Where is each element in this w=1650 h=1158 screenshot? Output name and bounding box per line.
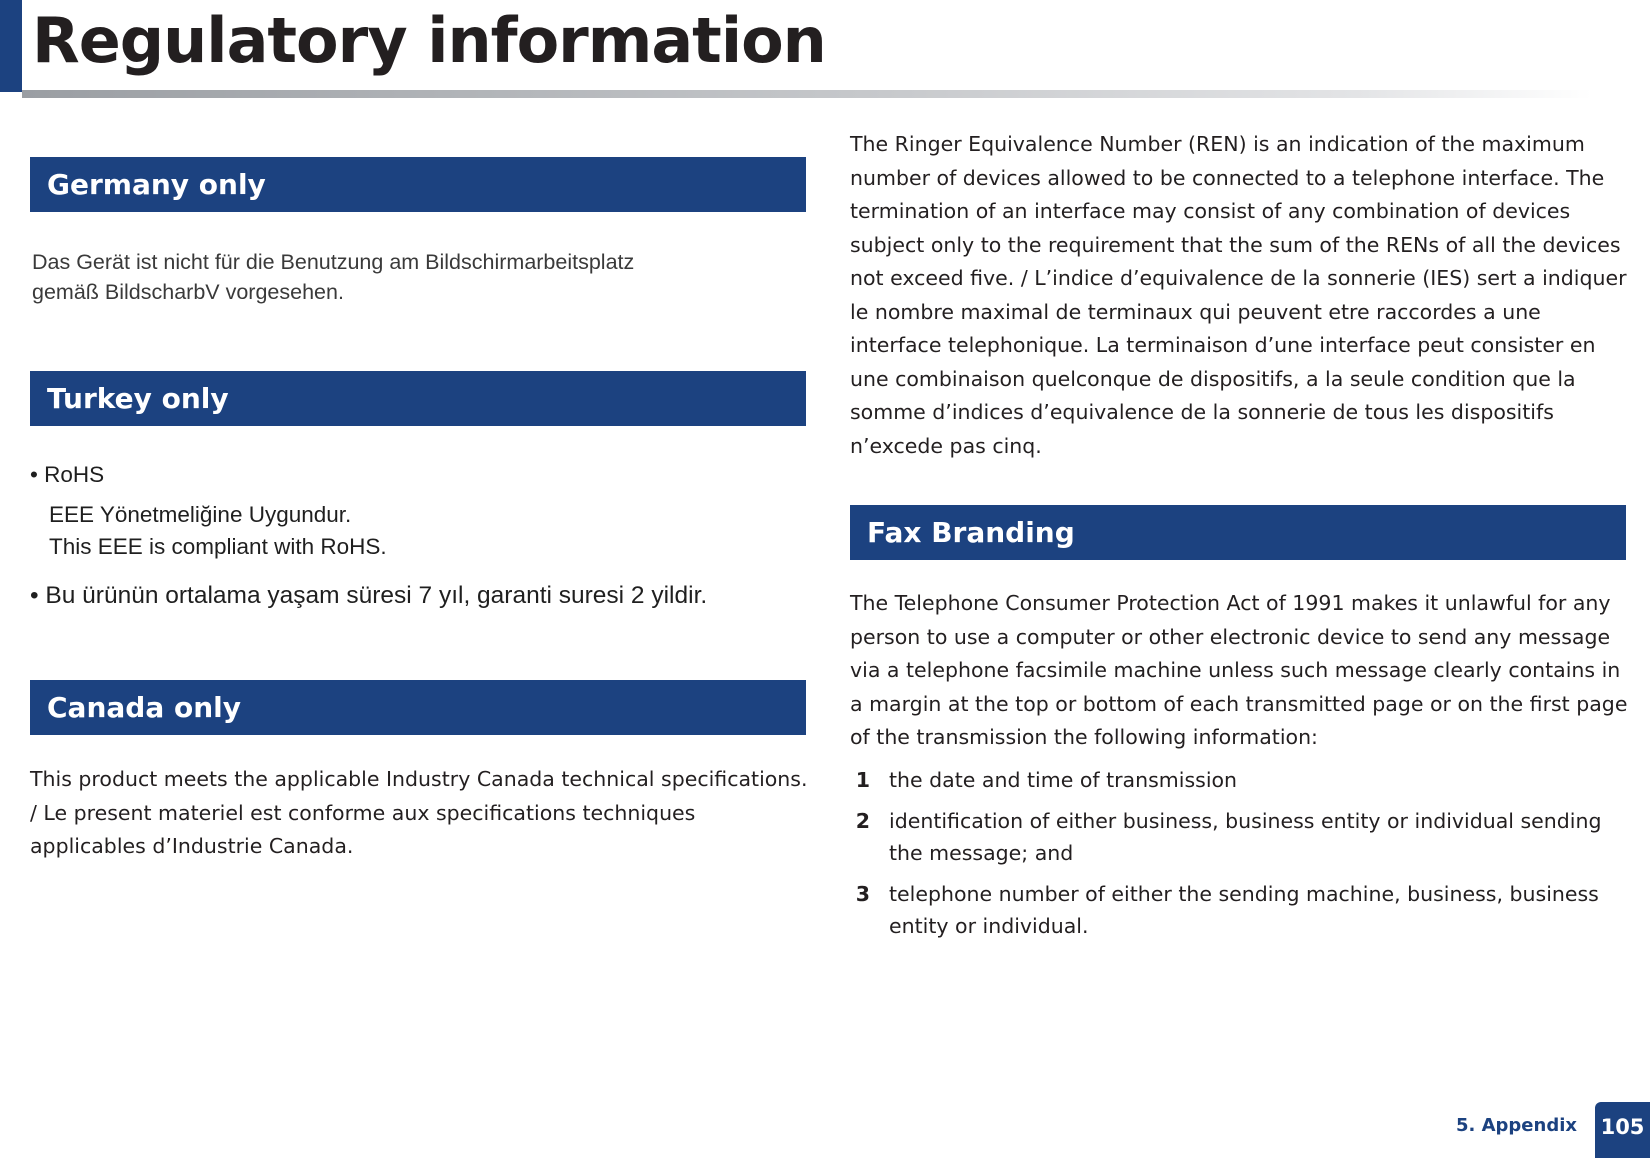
list-text: the date and time of transmission — [889, 768, 1238, 792]
list-number: 3 — [855, 882, 870, 906]
ren-text: The Ringer Equivalence Number (REN) is an indication of the maximum number of devices allowed to be connected to a telephone interface. The termination of an interface may consist of any combination of devices subject only to the requirement that the sum of the RENs of all the devices not exceed five. / L’indice d’equivalence de la sonnerie (IES) sert a indiquer le nombre maximal de terminaux qui peuvent etre raccordes a une interface telephonique. La terminaison d’une interface peut consister en une combinaison quelconque de dispositifs, a la seule condition que la somme d’indices d’equivalence de la sonnerie de tous les dispositifs n’excede pas cinq. — [850, 132, 1627, 458]
section-heading-germany: Germany only — [30, 157, 806, 212]
section-heading-turkey: Turkey only — [30, 371, 806, 426]
turkey-rohs-line1: EEE Yönetmeliğine Uygundur. — [49, 502, 352, 527]
turkey-lifetime-text: • Bu ürünün ortalama yaşam süresi 7 yıl, garanti suresi 2 yildir. — [30, 582, 708, 609]
page-number: 105 — [1595, 1102, 1650, 1158]
section-heading-fax-branding: Fax Branding — [850, 505, 1626, 560]
germany-text-line2: gemäß BildscharbV vorgesehen. — [32, 280, 344, 304]
turkey-rohs-title: • RoHS — [30, 462, 105, 487]
list-number: 2 — [855, 809, 870, 833]
turkey-rohs-line2: This EEE is compliant with RoHS. — [49, 534, 387, 559]
section-heading-canada: Canada only — [30, 680, 806, 735]
title-underline — [22, 90, 1592, 98]
canada-text: This product meets the applicable Industry Canada technical specifications. / Le present materiel est conforme aux specifications techniques applicables d’Industrie Canada. — [30, 767, 808, 858]
list-text: telephone number of either the sending machine, business, business entity or individual. — [889, 882, 1599, 938]
list-text: identification of either business, business entity or individual sending the message; and — [889, 809, 1602, 865]
footer-section-label: 5. Appendix — [1455, 1115, 1577, 1136]
germany-text-line1: Das Gerät ist nicht für die Benutzung am Bildschirmarbeitsplatz — [32, 250, 635, 274]
page-title: Regulatory information — [32, 4, 826, 77]
fax-intro-text: The Telephone Consumer Protection Act of 1991 makes it unlawful for any person to use a computer or other electronic device to send any message via a telephone facsimile machine unless such message clearly contains in a margin at the top or bottom of each transmitted page or on the first page of the transmission the following information: — [850, 591, 1628, 749]
title-accent-bar — [0, 0, 22, 92]
list-number: 1 — [855, 768, 870, 792]
